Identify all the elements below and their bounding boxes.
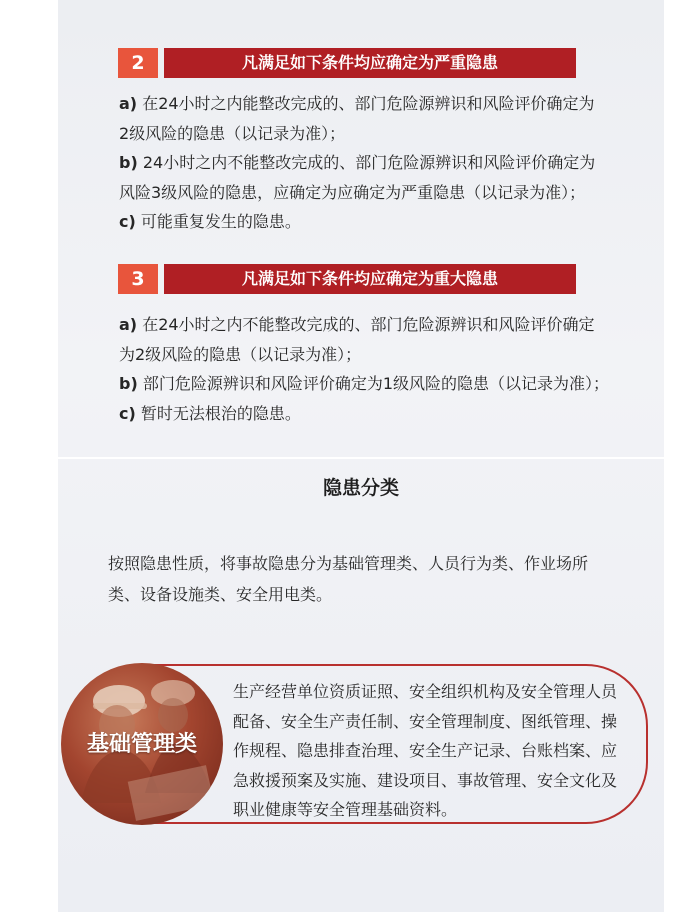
section-2-conditions xyxy=(119,89,595,237)
section-number-badge: 2 xyxy=(118,48,158,78)
section-3-conditions xyxy=(119,310,609,428)
condition-line: 为2级风险的隐患（以记录为准）； xyxy=(119,344,362,364)
section-number-badge: 3 xyxy=(118,264,158,294)
condition-line: a) 在24小时之内不能整改完成的、部门危险源辨识和风险评价确定 xyxy=(119,315,595,334)
description-line: 急救援预案及实施、建设项目、事故管理、安全文化及 xyxy=(233,770,618,790)
section-heading-bar: 凡满足如下条件均应确定为重大隐患 xyxy=(164,264,576,294)
category-description xyxy=(233,677,617,825)
description-line: 生产经营单位资质证照、安全组织机构及安全管理人员 xyxy=(233,682,618,701)
classification-intro xyxy=(108,548,588,610)
condition-line: b) 24小时之内不能整改完成的、部门危险源辨识和风险评价确定为 xyxy=(119,153,596,172)
intro-line: 类、设备设施类、安全用电类。 xyxy=(108,585,333,604)
description-line: 职业健康等安全管理基础资料。 xyxy=(233,800,458,819)
condition-line: 风险3级风险的隐患，应确定为应确定为严重隐患（以记录为准）； xyxy=(119,182,586,202)
condition-line: 2级风险的隐患（以记录为准）； xyxy=(119,123,346,143)
intro-line: 按照隐患性质，将事故隐患分为基础管理类、人员行为类、作业场所 xyxy=(108,554,589,573)
section-heading-bar: 凡满足如下条件均应确定为严重隐患 xyxy=(164,48,576,78)
condition-line: b) 部门危险源辨识和风险评价确定为1级风险的隐患（以记录为准）； xyxy=(119,374,610,393)
condition-line: c) 暂时无法根治的隐患。 xyxy=(119,403,301,423)
condition-line: a) 在24小时之内能整改完成的、部门危险源辨识和风险评价确定为 xyxy=(119,94,595,113)
category-photo-circle xyxy=(61,663,223,825)
section-title: 隐患分类 xyxy=(322,477,399,499)
description-line: 配备、安全生产责任制、安全管理制度、图纸管理、操 xyxy=(233,711,618,731)
category-label: 基础管理类 xyxy=(86,732,197,757)
section-divider xyxy=(58,457,664,459)
description-line: 作规程、隐患排查治理、安全生产记录、台账档案、应 xyxy=(233,741,618,760)
condition-line: c) 可能重复发生的隐患。 xyxy=(119,212,301,231)
